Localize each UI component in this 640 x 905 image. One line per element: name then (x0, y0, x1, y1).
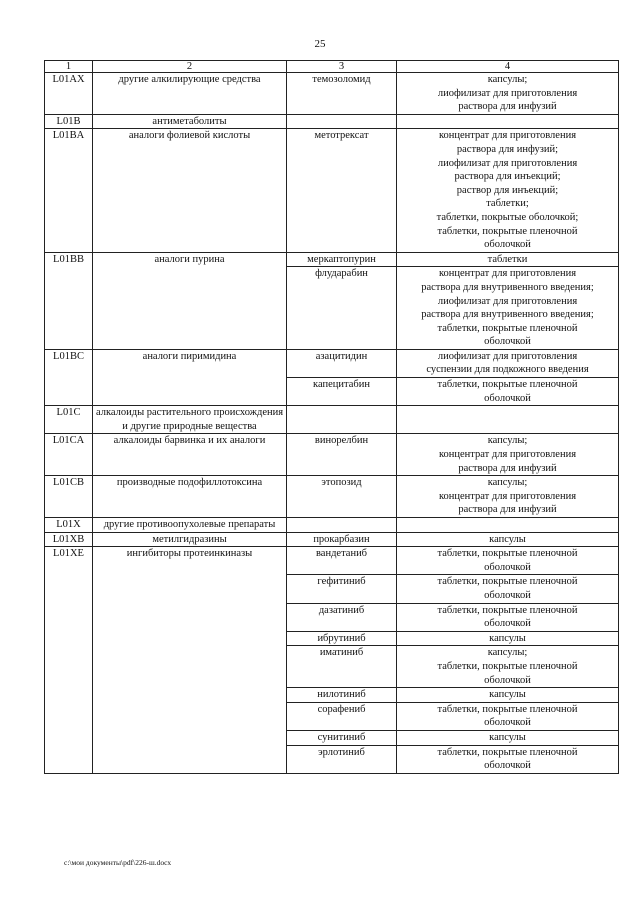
dosage-form-line: раствора для внутривенного введения; (421, 309, 594, 321)
atc-code-cell: L01CA (45, 434, 93, 476)
dosage-form-line: таблетки, покрытые пленочной (437, 703, 578, 715)
column-header-1: 1 (45, 61, 93, 73)
dosage-form-line: оболочкой (484, 717, 531, 729)
table-row (45, 406, 619, 434)
group-name-cell: алкалоиды барвинка и их аналоги (93, 434, 287, 476)
drug-name-cell: флударабин (287, 267, 397, 350)
drug-name-cell: темозоломид (287, 73, 397, 115)
dosage-forms-cell (397, 129, 619, 252)
dosage-form-line: лиофилизат для приготовления (437, 87, 578, 99)
dosage-forms-cell (397, 631, 619, 646)
dosage-forms-cell (397, 745, 619, 773)
dosage-forms-cell (397, 518, 619, 533)
dosage-form-line: таблетки, покрытые оболочкой; (436, 211, 579, 223)
dosage-forms-cell (397, 575, 619, 603)
atc-code-cell: L01BC (45, 349, 93, 405)
table-row (45, 129, 619, 252)
dosage-form-line: таблетки (487, 253, 528, 265)
dosage-form-line: таблетки, покрытые пленочной (437, 746, 578, 758)
atc-code-cell: L01B (45, 114, 93, 129)
dosage-form-line: оболочкой (484, 674, 531, 686)
drug-name-cell: прокарбазин (287, 532, 397, 547)
column-header-2: 2 (93, 61, 287, 73)
drug-name-cell: метотрексат (287, 129, 397, 252)
drug-name-cell: азацитидин (287, 349, 397, 377)
dosage-forms-cell (397, 114, 619, 129)
table-row (45, 349, 619, 377)
atc-code-cell: L01BB (45, 252, 93, 349)
dosage-forms-cell (397, 267, 619, 350)
dosage-form-line: оболочкой (484, 392, 531, 404)
dosage-forms-cell (397, 476, 619, 518)
dosage-form-line: капсулы (489, 533, 526, 545)
drug-name-cell: меркаптопурин (287, 252, 397, 267)
dosage-form-line: концентрат для приготовления (438, 449, 577, 461)
dosage-form-line: оболочкой (484, 239, 531, 251)
group-name-cell: аналоги пурина (93, 252, 287, 349)
drug-name-cell: нилотиниб (287, 688, 397, 703)
atc-code-cell: L01BA (45, 129, 93, 252)
table-row (45, 114, 619, 129)
group-name-cell: аналоги фолиевой кислоты (93, 129, 287, 252)
dosage-form-line: капсулы (489, 632, 526, 644)
dosage-form-line: капсулы (489, 731, 526, 743)
table-row (45, 532, 619, 547)
header-row (45, 61, 619, 73)
dosage-form-line: раствора для инъекций; (454, 171, 561, 183)
column-header-4: 4 (397, 61, 619, 73)
atc-code-cell: L01XE (45, 547, 93, 774)
dosage-forms-cell (397, 702, 619, 730)
dosage-form-line: капсулы (489, 689, 526, 701)
dosage-form-line: лиофилизат для приготовления (437, 157, 578, 169)
dosage-form-line: таблетки, покрытые пленочной (437, 576, 578, 588)
drug-name-cell: иматиниб (287, 646, 397, 688)
dosage-forms-cell (397, 730, 619, 745)
drug-name-cell: сунитиниб (287, 730, 397, 745)
dosage-forms-cell (397, 547, 619, 575)
drug-name-cell: этопозид (287, 476, 397, 518)
dosage-form-line: оболочкой (484, 336, 531, 348)
dosage-form-line: оболочкой (484, 561, 531, 573)
dosage-form-line: раствора для инфузий (458, 462, 557, 474)
dosage-form-line: оболочкой (484, 589, 531, 601)
dosage-form-line: оболочкой (484, 760, 531, 772)
footer-file-path: c:\мои документы\pdf\226-ш.docx (64, 858, 172, 867)
dosage-form-line: капсулы; (487, 477, 528, 489)
drug-name-cell: сорафениб (287, 702, 397, 730)
dosage-form-line: таблетки, покрытые пленочной (437, 225, 578, 237)
dosage-form-line: раствор для инъекций; (456, 184, 559, 196)
dosage-form-line: оболочкой (484, 618, 531, 630)
group-name-cell: другие алкилирующие средства (93, 73, 287, 115)
atc-code-cell: L01CB (45, 476, 93, 518)
dosage-form-line: суспензии для подкожного введения (426, 364, 589, 376)
dosage-forms-cell (397, 603, 619, 631)
group-name-cell: ингибиторы протеинкиназы (93, 547, 287, 774)
dosage-form-line: таблетки, покрытые пленочной (437, 322, 578, 334)
group-name-cell: метилгидразины (93, 532, 287, 547)
atc-code-cell: L01C (45, 406, 93, 434)
dosage-forms-cell (397, 434, 619, 476)
table-row (45, 73, 619, 115)
dosage-forms-cell (397, 252, 619, 267)
dosage-forms-cell (397, 349, 619, 377)
dosage-form-line: таблетки, покрытые пленочной (437, 660, 578, 672)
dosage-form-line: таблетки; (486, 198, 529, 210)
group-name-cell: антиметаболиты (93, 114, 287, 129)
dosage-form-line: капсулы; (487, 435, 528, 447)
dosage-forms-cell (397, 532, 619, 547)
column-header-3: 3 (287, 61, 397, 73)
dosage-form-line: концентрат для приготовления (438, 490, 577, 502)
group-name-cell: алкалоиды растительного происхождения и другие природные вещества (93, 406, 287, 434)
atc-code-cell: L01XB (45, 532, 93, 547)
dosage-forms-cell (397, 406, 619, 434)
page-number: 25 (314, 38, 326, 50)
dosage-forms-cell (397, 73, 619, 115)
dosage-form-line: раствора для инфузий; (456, 143, 559, 155)
table-row (45, 434, 619, 476)
table-row (45, 252, 619, 267)
drug-name-cell: дазатиниб (287, 603, 397, 631)
dosage-form-line: раствора для внутривенного введения; (421, 281, 594, 293)
dosage-form-line: капсулы; (487, 647, 528, 659)
atc-code-cell: L01X (45, 518, 93, 533)
drug-name-cell (287, 406, 397, 434)
dosage-form-line: таблетки, покрытые пленочной (437, 604, 578, 616)
drug-name-cell: гефитиниб (287, 575, 397, 603)
dosage-form-line: таблетки, покрытые пленочной (437, 379, 578, 391)
drug-name-cell: винорелбин (287, 434, 397, 476)
dosage-form-line: концентрат для приготовления (438, 268, 577, 280)
atc-code-cell: L01AX (45, 73, 93, 115)
table-body (45, 73, 619, 774)
dosage-form-line: капсулы; (487, 74, 528, 85)
dosage-forms-cell (397, 646, 619, 688)
drug-name-cell (287, 114, 397, 129)
table-row (45, 518, 619, 533)
drug-name-cell: ибрутиниб (287, 631, 397, 646)
table-row (45, 476, 619, 518)
table-row (45, 547, 619, 575)
dosage-form-line: лиофилизат для приготовления (437, 295, 578, 307)
drug-name-cell: капецитабин (287, 378, 397, 406)
dosage-form-line: лиофилизат для приготовления (437, 350, 578, 362)
group-name-cell: другие противоопухолевые препараты (93, 518, 287, 533)
group-name-cell: аналоги пиримидина (93, 349, 287, 405)
drug-name-cell: эрлотиниб (287, 745, 397, 773)
dosage-form-line: раствора для инфузий (458, 504, 557, 516)
dosage-forms-cell (397, 378, 619, 406)
group-name-cell: производные подофиллотоксина (93, 476, 287, 518)
drug-name-cell (287, 518, 397, 533)
dosage-form-line: таблетки, покрытые пленочной (437, 548, 578, 560)
dosage-forms-cell (397, 688, 619, 703)
drug-name-cell: вандетаниб (287, 547, 397, 575)
dosage-form-line: концентрат для приготовления (438, 130, 577, 142)
drug-table (44, 60, 619, 774)
dosage-form-line: раствора для инфузий (458, 101, 557, 113)
